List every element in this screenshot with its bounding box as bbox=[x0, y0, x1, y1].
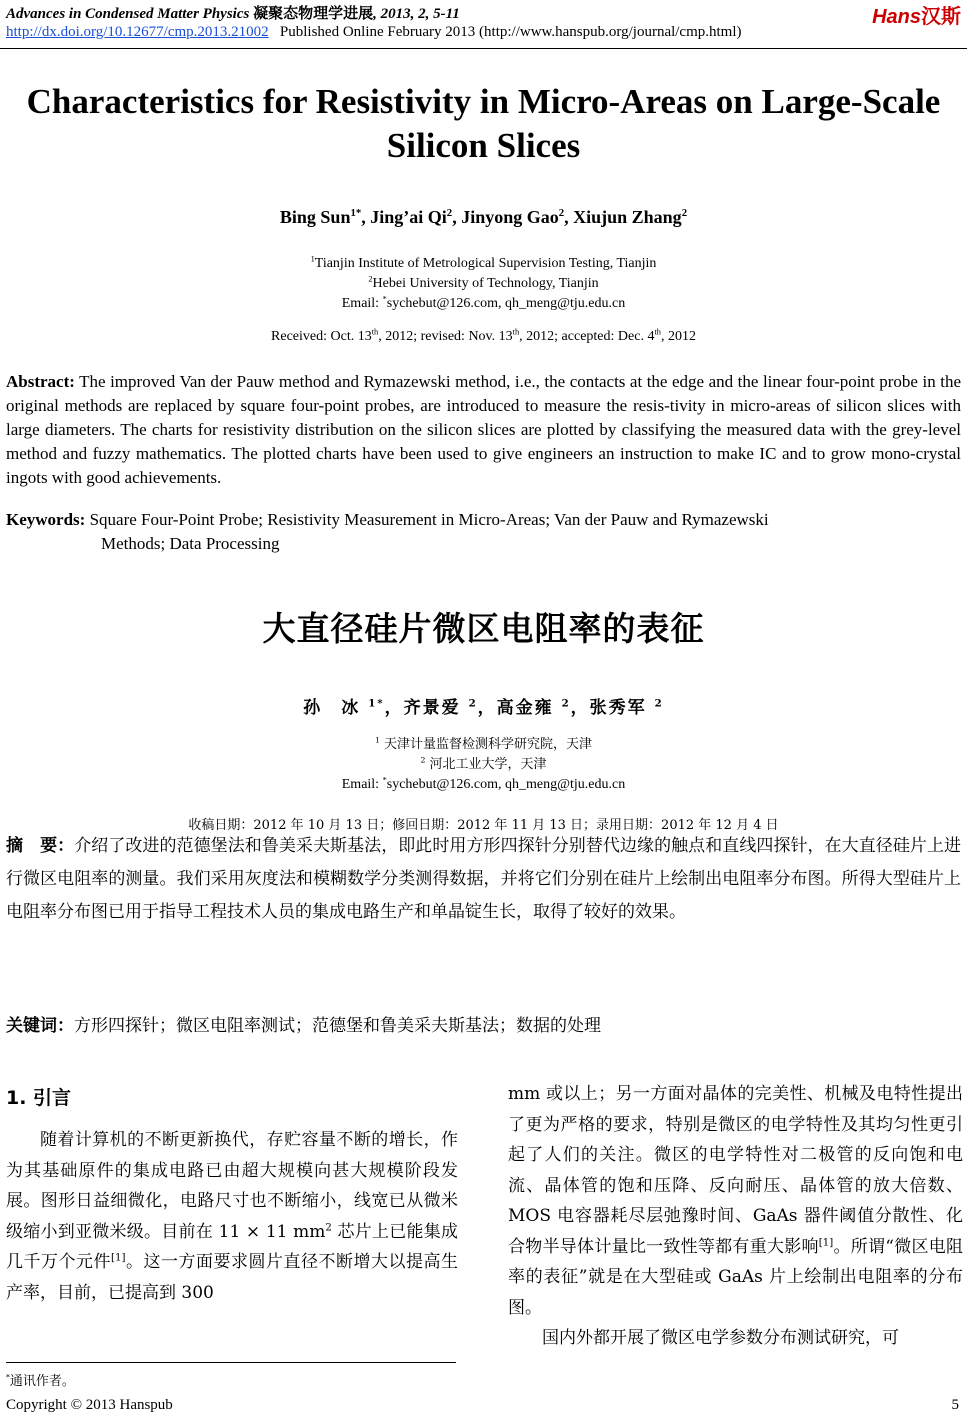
authors-en: Bing Sun$^{1*}$, Jing’ai Qi$^2$, Jinyong Gao$^2$, Xiujun Zhang$^2$ bbox=[279, 207, 688, 227]
abstract-cn-text: 介绍了改进的范德堡法和鲁美采夫斯基法，即此时用方形四探针分别替代边缘的触点和直线四探针，在大直径硅片上进行微区电阻率的测量。我们采用灰度法和模糊数学分类测得数据，并将它们分别在硅片上绘制出电阻率分布图。所得大型硅片上电阻率分布图已用于指导工程技术人员的集成电路生产和单晶锭生长，取得了较好的效果。 bbox=[6, 836, 961, 922]
logo-hans: Hans bbox=[872, 6, 921, 28]
section-1-right-column bbox=[508, 1079, 963, 1354]
journal-name-cn: 凝聚态物理学进展 bbox=[253, 6, 374, 22]
affiliation-1: $^1$Tianjin Institute of Metrological Supervision Testing, Tianjin bbox=[310, 254, 657, 271]
affiliations-cn bbox=[0, 735, 967, 795]
received-en: Received: Oct. 13th, 2012; revised: Nov. 13th, 2012; accepted: Dec. 4th, 2012 bbox=[271, 327, 696, 344]
doi-line bbox=[6, 24, 742, 41]
abstract-en bbox=[6, 370, 961, 490]
copyright: Copyright © 2013 Hanspub bbox=[6, 1397, 173, 1413]
keywords-label: Keywords: bbox=[6, 510, 86, 529]
affiliation-cn-1: $^1$ 天津计量监督检测科学研究院，天津 bbox=[374, 735, 593, 752]
hans-logo bbox=[872, 0, 961, 29]
journal-issue: , 2013, 2, 5-11 bbox=[373, 6, 460, 22]
page-number: 5 bbox=[951, 1397, 959, 1413]
journal-name: Advances in Condensed Matter Physics bbox=[6, 6, 250, 22]
email-cn: Email: *sychebut@126.com, qh_meng@tju.edu.cn bbox=[341, 775, 626, 792]
abstract-text: The improved Van der Pauw method and Rymazewski method, i.e., the contacts at the edge and the linear four-point probe in the original methods are replaced by square four-point probes, are introduced to measure the resis-tivity in micro-areas of silicon slices with large diameters. The charts for resistivity distribution on the silicon slices are plotted by classifying the measured data with the grey-level method and fuzzy mathematics. The plotted charts have been used to give engineers an instruction to make IC and to grow mono-crystal ingots with good achievements. bbox=[6, 372, 961, 487]
email-en: Email: *sychebut@126.com, qh_meng@tju.edu.cn bbox=[341, 294, 626, 311]
journal-header bbox=[6, 2, 460, 23]
keywords-cn-text: 方形四探针；微区电阻率测试；范德堡和鲁美采夫斯基法；数据的处理 bbox=[74, 1016, 601, 1036]
keywords-cn-label: 关键词： bbox=[6, 1016, 74, 1036]
footnote: *通讯作者。 bbox=[6, 1372, 75, 1389]
right-col-paragraph-2: 国内外都开展了微区电学参数分布测试研究，可 bbox=[542, 1328, 899, 1348]
logo-cn: 汉斯 bbox=[921, 6, 961, 28]
keywords-cn bbox=[6, 1011, 601, 1036]
keywords-en bbox=[6, 508, 961, 556]
abstract-cn bbox=[6, 830, 961, 929]
affiliations-en bbox=[0, 254, 967, 314]
affiliation-cn-2: $^2$ 河北工业大学，天津 bbox=[420, 755, 547, 772]
keywords-line2: Methods; Data Processing bbox=[101, 534, 280, 553]
section-1-title: 1. 引言 bbox=[6, 1087, 72, 1109]
published-online: Published Online February 2013 (http://www.hanspub.org/journal/cmp.html) bbox=[279, 24, 742, 40]
affiliation-2: $^2$Hebei University of Technology, Tianjin bbox=[368, 274, 599, 291]
footnote-rule bbox=[6, 1362, 456, 1363]
received-cn: 收稿日期：2012 年 10 月 13 日；修回日期：2012 年 11 月 13 日；录用日期：2012 年 12 月 4 日 bbox=[188, 818, 779, 833]
right-col-paragraph-1: mm 或以上；另一方面对晶体的完美性、机械及电特性提出了更为严格的要求，特别是微区的电学特性及其均匀性更引起了人们的关注。微区的电学特性对二极管的反向饱和电流、晶体管的饱和压降、反向耐压、晶体管的放大倍数、MOS 电容器耗尽层弛豫时间、GaAs 器件阈值分散性、化合物半导体计量比一致性等都有重大影响[1]。所谓“微区电阻率的表征”就是在大型硅或 GaAs 片上绘制出电阻率的分布图。 bbox=[508, 1084, 963, 1318]
paper-title-cn: 大直径硅片微区电阻率的表征 bbox=[262, 609, 705, 648]
paper-title: Characteristics for Resistivity in Micro-Areas on Large-Scale Silicon Slices bbox=[26, 82, 941, 165]
abstract-cn-label: 摘 要： bbox=[6, 836, 75, 856]
section-1-left-column: 随着计算机的不断更新换代，存贮容量不断的增长，作为其基础原件的集成电路已由超大规模向甚大规模阶段发展。图形日益细微化，电路尺寸也不断缩小，线宽已从微米级缩小到亚微米级。目前在 11 × 11 $mm^2$ 芯片上已能集成几千万个元件[1]。这一方面要求圆片直径不断增大以提高生产率，目前，已提高到 300 bbox=[6, 1130, 458, 1303]
keywords-line1: Square Four-Point Probe; Resistivity Measurement in Micro-Areas; Van der Pauw and Rymazewski bbox=[89, 510, 769, 529]
header-rule bbox=[0, 48, 967, 49]
authors-cn: 孙 冰 $^{1*}$，齐景爱 $^2$，高金雍 $^2$，张秀军 $^2$ bbox=[303, 697, 664, 718]
abstract-label: Abstract: bbox=[6, 372, 75, 391]
doi-link[interactable]: http://dx.doi.org/10.12677/cmp.2013.21002 bbox=[6, 24, 269, 40]
